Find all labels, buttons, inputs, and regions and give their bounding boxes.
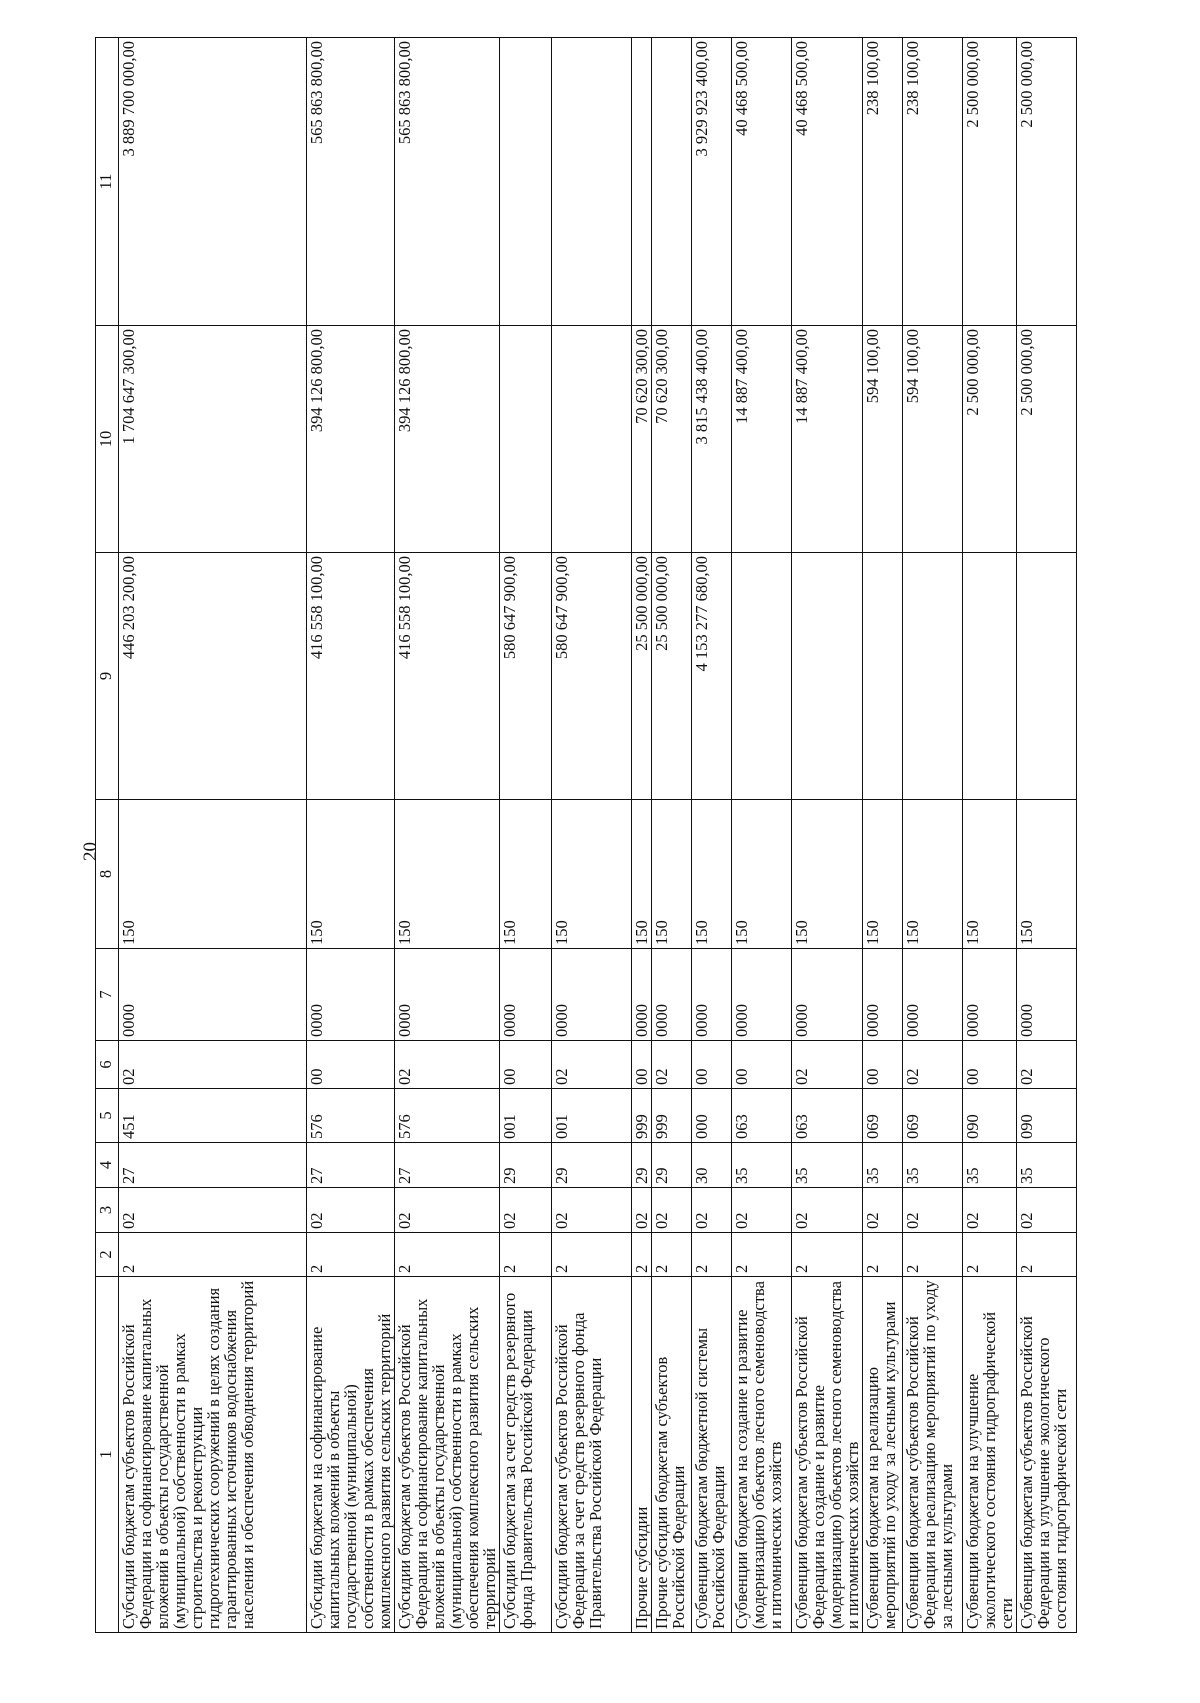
cell-col5: 001	[500, 1089, 552, 1143]
cell-col7: 0000	[903, 949, 963, 1041]
cell-col7: 0000	[732, 949, 792, 1041]
cell-col11: 565 863 800,00	[307, 38, 395, 326]
cell-col11: 2 500 000,00	[963, 38, 1017, 326]
cell-col10: 2 500 000,00	[963, 326, 1017, 553]
cell-col2: 2	[652, 1233, 692, 1277]
cell-col10: 14 887 400,00	[792, 326, 863, 553]
cell-col2: 2	[395, 1233, 500, 1277]
cell-col3: 02	[307, 1188, 395, 1233]
cell-col8: 150	[119, 800, 307, 949]
cell-col5: 063	[732, 1089, 792, 1143]
table-row	[863, 38, 903, 1633]
cell-col4: 29	[500, 1143, 552, 1188]
cell-col3: 02	[903, 1188, 963, 1233]
cell-col4: 35	[963, 1143, 1017, 1188]
table-row	[652, 38, 692, 1633]
cell-col3: 02	[792, 1188, 863, 1233]
row-name: Субвенции бюджетам бюджетной системы Российской Федерации	[692, 1277, 732, 1633]
cell-col2: 2	[963, 1233, 1017, 1277]
cell-col5: 000	[692, 1089, 732, 1143]
cell-col6: 00	[732, 1041, 792, 1089]
table-row	[395, 38, 500, 1633]
cell-col2: 2	[692, 1233, 732, 1277]
cell-col8: 150	[963, 800, 1017, 949]
cell-col6: 02	[1017, 1041, 1077, 1089]
cell-col7: 0000	[552, 949, 632, 1041]
cell-col9: 416 558 100,00	[307, 553, 395, 800]
cell-col2: 2	[632, 1233, 652, 1277]
cell-col4: 29	[552, 1143, 632, 1188]
cell-col6: 00	[863, 1041, 903, 1089]
cell-col4: 35	[792, 1143, 863, 1188]
cell-col4: 35	[863, 1143, 903, 1188]
cell-col4: 30	[692, 1143, 732, 1188]
cell-col7: 0000	[1017, 949, 1077, 1041]
cell-col9: 446 203 200,00	[119, 553, 307, 800]
cell-col8: 150	[552, 800, 632, 949]
table-row	[692, 38, 732, 1633]
table-row	[963, 38, 1017, 1633]
cell-col9	[863, 553, 903, 800]
cell-col10	[552, 326, 632, 553]
row-name: Субсидии бюджетам субъектов Российской Федерации на софинансирование капитальных вложений в объекты государственной (муниципальной) собственности в рамках строительства и реконструкции гидротехнических сооружений в целях создания гарантированных источников водоснабжения населения и обеспечения обводнения территорий	[119, 1277, 307, 1633]
cell-col9: 25 500 000,00	[632, 553, 652, 800]
cell-col9	[792, 553, 863, 800]
cell-col6: 00	[307, 1041, 395, 1089]
header-cell: 11	[96, 38, 119, 326]
cell-col4: 35	[903, 1143, 963, 1188]
row-name: Субвенции бюджетам на улучшение экологического состояния гидрографической сети	[963, 1277, 1017, 1633]
cell-col7: 0000	[119, 949, 307, 1041]
cell-col2: 2	[552, 1233, 632, 1277]
header-cell: 5	[96, 1089, 119, 1143]
cell-col6: 02	[552, 1041, 632, 1089]
cell-col5: 999	[652, 1089, 692, 1143]
cell-col3: 02	[552, 1188, 632, 1233]
cell-col4: 27	[307, 1143, 395, 1188]
cell-col2: 2	[732, 1233, 792, 1277]
cell-col11: 40 468 500,00	[792, 38, 863, 326]
cell-col3: 02	[732, 1188, 792, 1233]
cell-col10	[500, 326, 552, 553]
row-name: Субсидии бюджетам субъектов Российской Федерации на софинансирование капитальных вложений в объекты государственной (муниципальной) собственности в рамках обеспечения комплексного развития сельских территорий	[395, 1277, 500, 1633]
cell-col2: 2	[863, 1233, 903, 1277]
cell-col2: 2	[903, 1233, 963, 1277]
cell-col6: 02	[652, 1041, 692, 1089]
cell-col7: 0000	[963, 949, 1017, 1041]
row-name: Субвенции бюджетам на создание и развитие (модернизацию) объектов лесного семеноводства и питомнических хозяйств	[732, 1277, 792, 1633]
cell-col10: 70 620 300,00	[632, 326, 652, 553]
cell-col2: 2	[1017, 1233, 1077, 1277]
cell-col4: 27	[395, 1143, 500, 1188]
cell-col3: 02	[1017, 1188, 1077, 1233]
cell-col10: 1 704 647 300,00	[119, 326, 307, 553]
table-row	[1017, 38, 1077, 1633]
cell-col3: 02	[119, 1188, 307, 1233]
cell-col5: 063	[792, 1089, 863, 1143]
cell-col11	[652, 38, 692, 326]
cell-col6: 00	[632, 1041, 652, 1089]
cell-col7: 0000	[500, 949, 552, 1041]
cell-col5: 576	[307, 1089, 395, 1143]
header-cell: 3	[96, 1188, 119, 1233]
cell-col2: 2	[307, 1233, 395, 1277]
cell-col8: 150	[632, 800, 652, 949]
cell-col5: 069	[863, 1089, 903, 1143]
cell-col6: 00	[692, 1041, 732, 1089]
cell-col10: 70 620 300,00	[652, 326, 692, 553]
header-cell: 8	[96, 800, 119, 949]
cell-col11: 3 929 923 400,00	[692, 38, 732, 326]
cell-col10: 394 126 800,00	[395, 326, 500, 553]
cell-col7: 0000	[652, 949, 692, 1041]
row-name: Субсидии бюджетам за счет средств резервного фонда Правительства Российской Федерации	[500, 1277, 552, 1633]
cell-col2: 2	[119, 1233, 307, 1277]
cell-col2: 2	[500, 1233, 552, 1277]
budget-table	[95, 37, 1077, 1633]
cell-col10: 2 500 000,00	[1017, 326, 1077, 553]
cell-col3: 02	[652, 1188, 692, 1233]
cell-col3: 02	[863, 1188, 903, 1233]
cell-col10: 594 100,00	[903, 326, 963, 553]
cell-col4: 27	[119, 1143, 307, 1188]
cell-col10: 394 126 800,00	[307, 326, 395, 553]
cell-col11	[500, 38, 552, 326]
table-row	[500, 38, 552, 1633]
cell-col8: 150	[692, 800, 732, 949]
header-cell: 9	[96, 553, 119, 800]
cell-col6: 02	[119, 1041, 307, 1089]
cell-col7: 0000	[863, 949, 903, 1041]
table-row	[552, 38, 632, 1633]
cell-col6: 00	[500, 1041, 552, 1089]
cell-col6: 02	[395, 1041, 500, 1089]
cell-col3: 02	[395, 1188, 500, 1233]
cell-col8: 150	[732, 800, 792, 949]
cell-col9	[732, 553, 792, 800]
cell-col5: 090	[1017, 1089, 1077, 1143]
cell-col3: 02	[500, 1188, 552, 1233]
cell-col7: 0000	[632, 949, 652, 1041]
cell-col9: 580 647 900,00	[500, 553, 552, 800]
cell-col3: 02	[963, 1188, 1017, 1233]
table-row	[732, 38, 792, 1633]
cell-col9	[903, 553, 963, 800]
cell-col5: 999	[632, 1089, 652, 1143]
cell-col10: 14 887 400,00	[732, 326, 792, 553]
cell-col4: 35	[1017, 1143, 1077, 1188]
cell-col8: 150	[863, 800, 903, 949]
cell-col6: 02	[792, 1041, 863, 1089]
row-name: Прочие субсидии	[632, 1277, 652, 1633]
cell-col8: 150	[307, 800, 395, 949]
row-name: Субсидии бюджетам на софинансирование капитальных вложений в объекты государственной (муниципальной) собственности в рамках обеспечения комплексного развития сельских территорий	[307, 1277, 395, 1633]
cell-col3: 02	[632, 1188, 652, 1233]
cell-col5: 090	[963, 1089, 1017, 1143]
cell-col4: 29	[632, 1143, 652, 1188]
header-cell: 7	[96, 949, 119, 1041]
table-row	[307, 38, 395, 1633]
header-row	[96, 38, 119, 1633]
header-cell: 6	[96, 1041, 119, 1089]
row-name: Субсидии бюджетам субъектов Российской Федерации за счет средств резервного фонда Правительства Российской Федерации	[552, 1277, 632, 1633]
cell-col11: 238 100,00	[903, 38, 963, 326]
cell-col8: 150	[395, 800, 500, 949]
cell-col11: 40 468 500,00	[732, 38, 792, 326]
cell-col5: 451	[119, 1089, 307, 1143]
cell-col4: 35	[732, 1143, 792, 1188]
table-row	[903, 38, 963, 1633]
row-name: Прочие субсидии бюджетам субъектов Российской Федерации	[652, 1277, 692, 1633]
page-number: 20	[80, 842, 101, 861]
row-name: Субвенции бюджетам на реализацию мероприятий по уходу за лесными культурами	[863, 1277, 903, 1633]
cell-col11: 3 889 700 000,00	[119, 38, 307, 326]
row-name: Субвенции бюджетам субъектов Российской Федерации на создание и развитие (модернизацию) объектов лесного семеноводства и питомнических хозяйств	[792, 1277, 863, 1633]
cell-col11: 238 100,00	[863, 38, 903, 326]
table-row	[632, 38, 652, 1633]
header-cell: 4	[96, 1143, 119, 1188]
cell-col8: 150	[500, 800, 552, 949]
table-row	[792, 38, 863, 1633]
cell-col11: 2 500 000,00	[1017, 38, 1077, 326]
cell-col8: 150	[1017, 800, 1077, 949]
cell-col8: 150	[903, 800, 963, 949]
cell-col7: 0000	[307, 949, 395, 1041]
cell-col2: 2	[792, 1233, 863, 1277]
row-name: Субвенции бюджетам субъектов Российской Федерации на реализацию мероприятий по уходу за лесными культурами	[903, 1277, 963, 1633]
cell-col8: 150	[652, 800, 692, 949]
cell-col11	[552, 38, 632, 326]
cell-col8: 150	[792, 800, 863, 949]
cell-col10: 594 100,00	[863, 326, 903, 553]
cell-col5: 576	[395, 1089, 500, 1143]
cell-col9	[963, 553, 1017, 800]
cell-col7: 0000	[395, 949, 500, 1041]
cell-col5: 001	[552, 1089, 632, 1143]
cell-col5: 069	[903, 1089, 963, 1143]
cell-col9	[1017, 553, 1077, 800]
header-cell: 1	[96, 1277, 119, 1633]
cell-col9: 416 558 100,00	[395, 553, 500, 800]
cell-col7: 0000	[792, 949, 863, 1041]
cell-col9: 25 500 000,00	[652, 553, 692, 800]
cell-col9: 4 153 277 680,00	[692, 553, 732, 800]
header-cell: 10	[96, 326, 119, 553]
table-row	[119, 38, 307, 1633]
row-name: Субвенции бюджетам субъектов Российской Федерации на улучшение экологического состояния гидрографической сети	[1017, 1277, 1077, 1633]
cell-col11	[632, 38, 652, 326]
header-cell: 2	[96, 1233, 119, 1277]
cell-col6: 02	[903, 1041, 963, 1089]
cell-col11: 565 863 800,00	[395, 38, 500, 326]
cell-col6: 00	[963, 1041, 1017, 1089]
cell-col7: 0000	[692, 949, 732, 1041]
cell-col9: 580 647 900,00	[552, 553, 632, 800]
cell-col4: 29	[652, 1143, 692, 1188]
cell-col3: 02	[692, 1188, 732, 1233]
cell-col10: 3 815 438 400,00	[692, 326, 732, 553]
